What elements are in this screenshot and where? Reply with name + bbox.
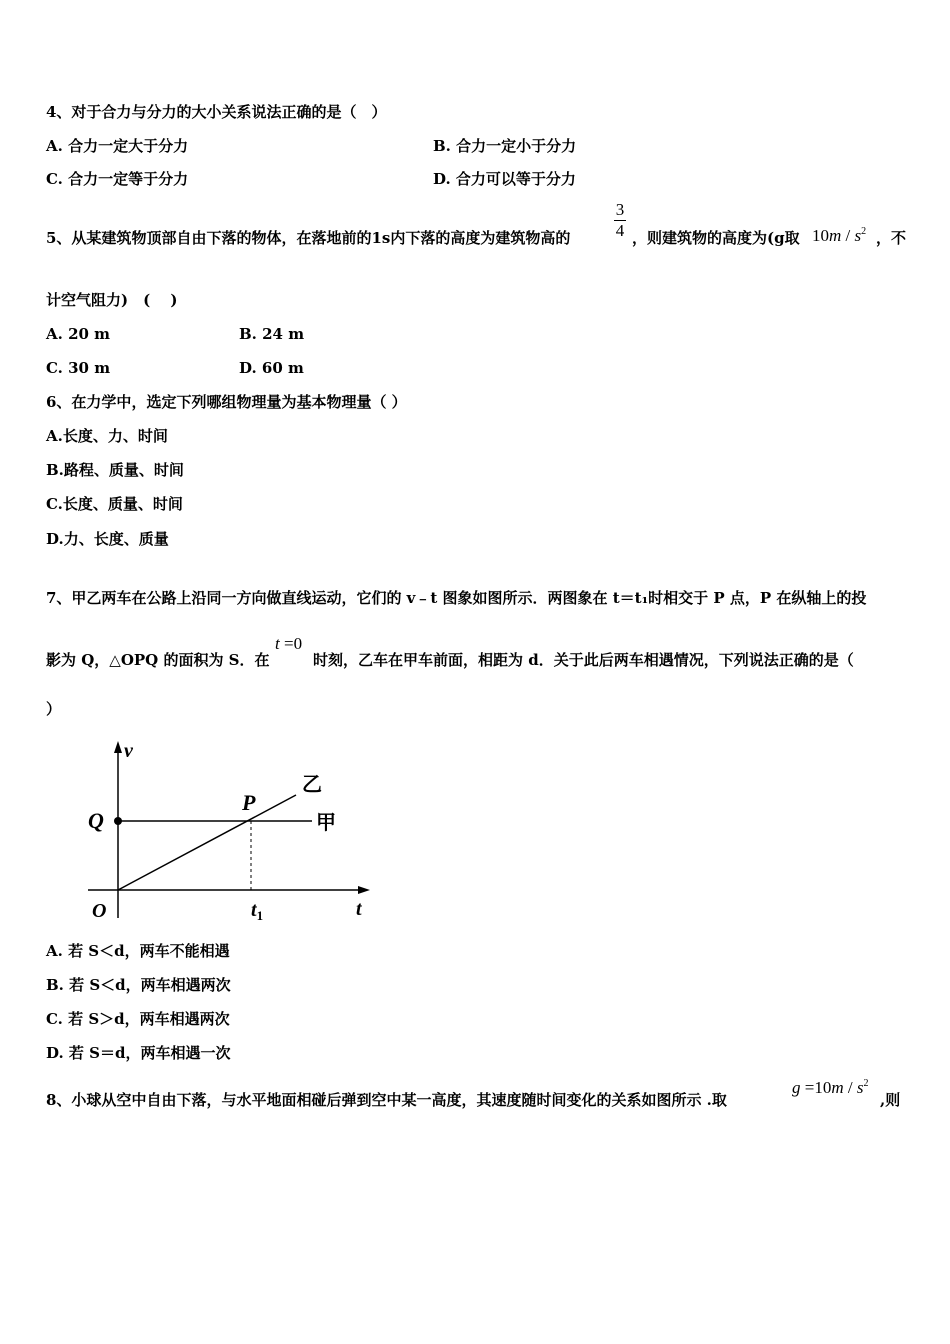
q5-g-value: 10: [812, 226, 829, 245]
o-label: O: [92, 900, 107, 922]
q8-g-formula: [792, 1078, 868, 1098]
q4-stem: 4、对于合力与分力的大小关系说法正确的是（ ）: [46, 103, 387, 121]
q5-frac-numerator: 3: [615, 200, 625, 219]
q8-g-eq: =10: [800, 1078, 832, 1097]
q8-g-symbol: g: [792, 1078, 801, 1097]
q6-option-c: C.长度、质量、时间: [46, 495, 183, 513]
t1-label: $t_1$: [251, 899, 264, 923]
q5-g-exp: 2: [861, 226, 867, 237]
q6-option-b: B.路程、质量、时间: [46, 461, 184, 479]
q7-vt-graph: [80, 735, 380, 930]
q8-g-unit-s: s: [856, 1078, 864, 1097]
q5-option-b: B. 24 m: [239, 325, 305, 343]
q7-stem-line2a: 影为 Q，△OPQ 的面积为 S．在: [46, 651, 270, 669]
q-point: [114, 817, 122, 825]
q8-stem-part1: 8、小球从空中自由下落，与水平地面相碰后弹到空中某一高度，其速度随时间变化的关系如图所示 .取: [46, 1091, 727, 1109]
q5-fraction: [614, 201, 626, 240]
q5-stem-part2: ，则建筑物的高度为(g取: [632, 229, 800, 247]
q5-g-unit-s: s: [854, 226, 862, 245]
q5-stem-part3: ，不: [876, 229, 907, 247]
q7-option-b: B. 若 S＜d，两车相遇两次: [46, 976, 231, 994]
t-axis-arrow: [358, 886, 370, 894]
q7-t0-t: t: [275, 634, 280, 653]
q5-option-d: D. 60 m: [239, 359, 304, 377]
q4-option-b: B. 合力一定小于分力: [433, 137, 577, 155]
jia-label: 甲: [316, 812, 336, 834]
q4-option-d: D. 合力可以等于分力: [433, 170, 576, 188]
q5-g-unit-m: m: [829, 226, 842, 245]
q6-option-d: D.力、长度、质量: [46, 530, 169, 548]
q7-option-a: A. 若 S＜d，两车不能相遇: [46, 942, 230, 960]
q8-stem-part2: ,则: [880, 1091, 901, 1109]
q7-t0-formula: [275, 634, 302, 654]
q5-frac-denominator: 4: [615, 221, 625, 240]
q5-option-c: C. 30 m: [46, 359, 111, 377]
q7-stem-line3: ）: [46, 700, 62, 718]
t-label: t: [356, 898, 362, 920]
q4-option-a: A. 合力一定大于分力: [46, 137, 189, 155]
q7-stem-line2b: 时刻，乙车在甲车前面，相距为 d．关于此后两车相遇情况，下列说法正确的是（: [313, 651, 854, 669]
q-label: Q: [88, 808, 104, 833]
q7-option-c: C. 若 S＞d，两车相遇两次: [46, 1010, 230, 1028]
q4-option-c: C. 合力一定等于分力: [46, 170, 189, 188]
q7-stem-line1: 7、甲乙两车在公路上沿同一方向做直线运动，它们的 v﹣t 图象如图所示．两图象在 t＝t₁时相交于 P 点，P 在纵轴上的投: [46, 589, 867, 607]
q8-g-exp: 2: [863, 1078, 869, 1089]
q5-g-formula: [812, 226, 866, 246]
q7-option-d: D. 若 S＝d，两车相遇一次: [46, 1044, 231, 1062]
v-axis-arrow: [114, 741, 122, 753]
q8-g-slash: /: [843, 1078, 857, 1097]
q5-stem-line2: 计空气阻力) ( ): [46, 291, 178, 309]
q5-option-a: A. 20 m: [46, 325, 111, 343]
q5-stem-part1: 5、从某建筑物顶部自由下落的物体，在落地前的1s内下落的高度为建筑物高的: [46, 229, 571, 247]
q8-g-unit-m: m: [831, 1078, 844, 1097]
q5-g-slash: /: [841, 226, 855, 245]
yi-label: 乙: [302, 774, 322, 796]
q6-option-a: A.长度、力、时间: [46, 427, 168, 445]
q6-stem: 6、在力学中，选定下列哪组物理量为基本物理量（ ）: [46, 393, 407, 411]
v-label: v: [124, 740, 133, 762]
q7-t0-eq: =0: [279, 634, 303, 653]
p-label: P: [242, 790, 256, 815]
line-yi: [118, 795, 296, 890]
